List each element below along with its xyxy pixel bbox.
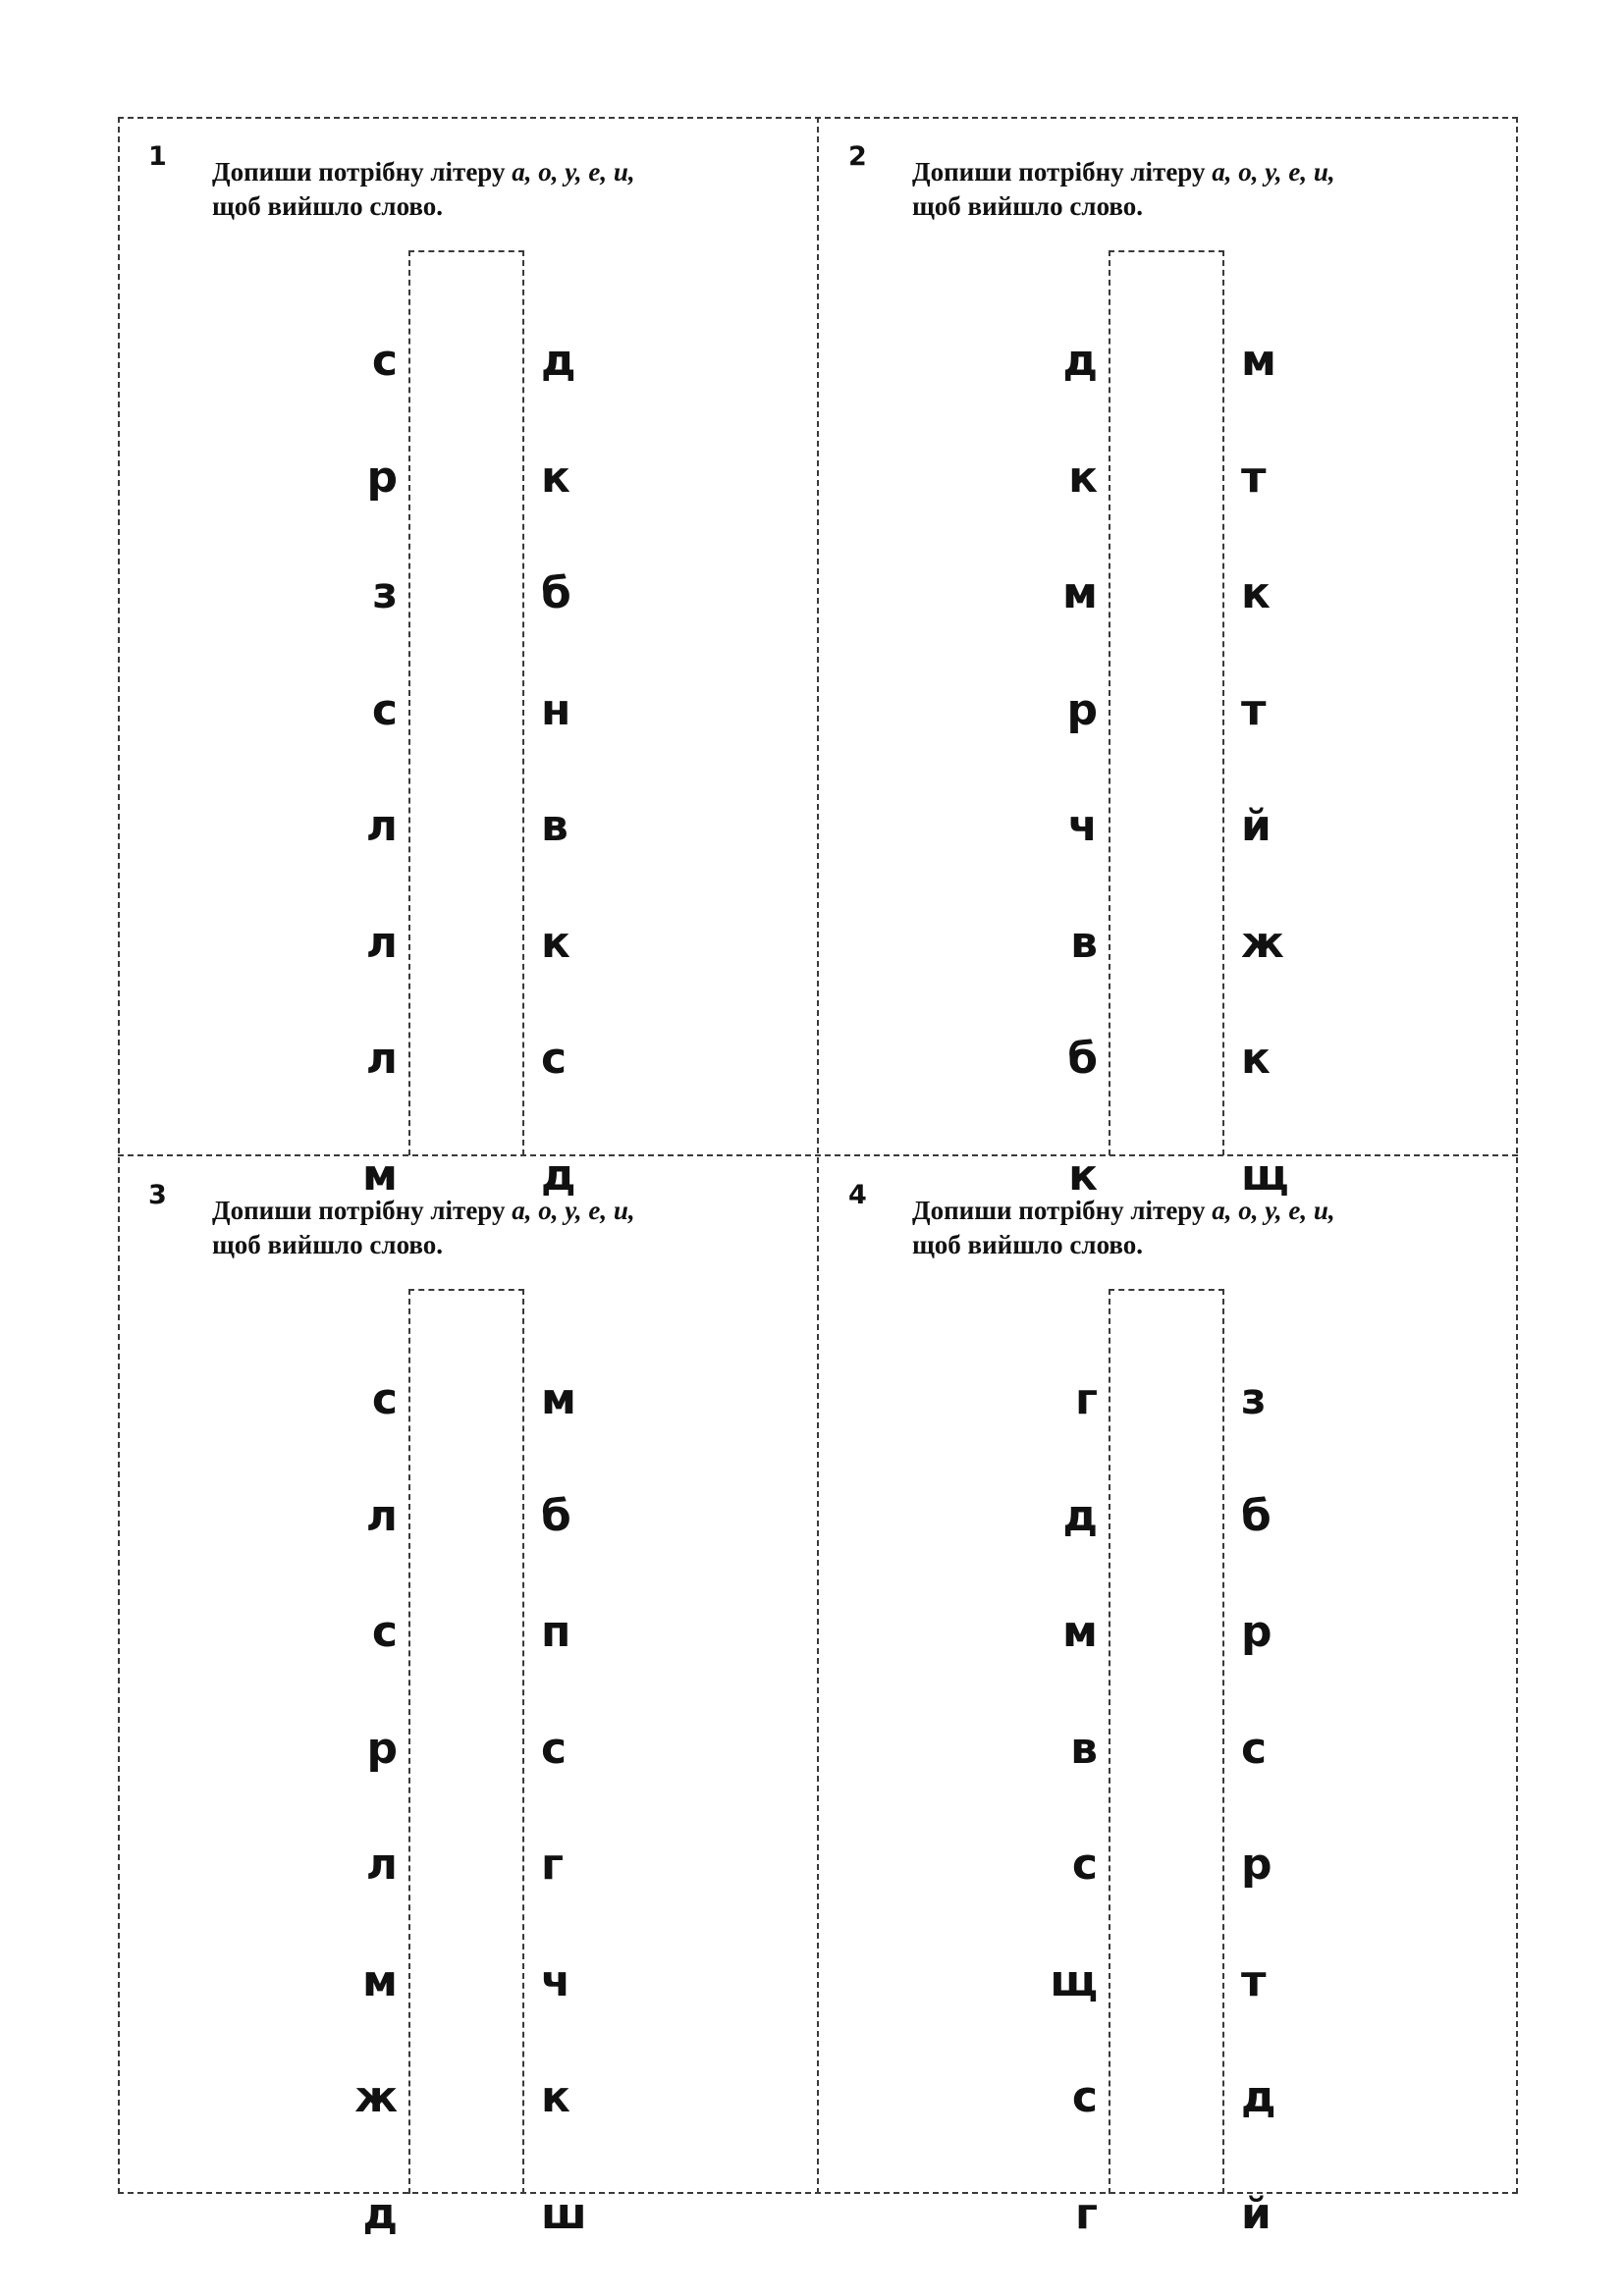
left-consonant: л — [365, 1034, 398, 1084]
left-consonant: д — [1062, 1490, 1098, 1541]
missing-vowel-blank[interactable] — [413, 914, 519, 973]
right-consonant: м — [1241, 336, 1276, 386]
word-row — [819, 1487, 1518, 1546]
task-number: 3 — [148, 1180, 167, 1210]
right-consonant: б — [1241, 1490, 1272, 1541]
instruction-text: Допиши потрібну літеру — [212, 157, 506, 187]
word-row — [119, 2068, 818, 2127]
left-consonant: д — [1062, 336, 1098, 386]
left-consonant: м — [362, 1955, 398, 2006]
missing-vowel-blank[interactable] — [1113, 1952, 1219, 2011]
task-card-2 — [819, 118, 1518, 1201]
word-row — [819, 1370, 1518, 1429]
right-consonant: й — [1241, 801, 1272, 851]
missing-vowel-blank[interactable] — [1113, 332, 1219, 391]
missing-vowel-blank[interactable] — [1113, 1836, 1219, 1895]
left-consonant: щ — [1050, 1955, 1098, 2006]
task-instruction — [212, 155, 801, 224]
left-consonant: с — [371, 1374, 398, 1424]
missing-vowel-blank[interactable] — [1113, 797, 1219, 856]
word-row — [119, 1603, 818, 1662]
word-row — [819, 1952, 1518, 2011]
right-consonant: й — [1241, 2188, 1272, 2239]
missing-vowel-blank[interactable] — [413, 332, 519, 391]
left-consonant: м — [1062, 1607, 1098, 1657]
missing-vowel-blank[interactable] — [413, 681, 519, 740]
instruction-vowels: а, о, у, е, и, — [1212, 157, 1335, 187]
instruction-vowels: а, о, у, е, и, — [512, 1196, 635, 1225]
left-consonant: р — [366, 1723, 398, 1774]
missing-vowel-blank[interactable] — [413, 1720, 519, 1779]
word-row — [119, 1836, 818, 1895]
word-row — [819, 681, 1518, 740]
right-consonant: з — [1241, 1374, 1267, 1424]
word-row — [819, 1030, 1518, 1089]
word-row — [119, 681, 818, 740]
left-consonant: с — [371, 336, 398, 386]
task-number: 1 — [148, 141, 167, 172]
right-consonant: д — [1241, 2072, 1276, 2122]
word-row — [119, 564, 818, 623]
right-consonant: т — [1241, 1955, 1267, 2006]
missing-vowel-blank[interactable] — [1113, 914, 1219, 973]
task-number: 4 — [848, 1180, 867, 1210]
missing-vowel-blank[interactable] — [1113, 449, 1219, 507]
right-consonant: г — [541, 1840, 564, 1890]
word-row — [119, 2185, 818, 2244]
left-consonant: к — [1068, 1149, 1098, 1201]
left-consonant: з — [372, 568, 398, 618]
instruction-line-2: щоб вийшло слово. — [912, 1230, 1144, 1259]
right-consonant: т — [1241, 684, 1267, 735]
instruction-line-2: щоб вийшло слово. — [212, 1230, 444, 1259]
right-consonant: с — [1241, 1723, 1268, 1774]
right-consonant: с — [541, 1723, 568, 1774]
left-consonant: л — [365, 801, 398, 851]
word-row — [819, 564, 1518, 623]
word-row — [119, 332, 818, 391]
right-consonant: к — [541, 917, 570, 968]
right-consonant: п — [541, 1607, 571, 1657]
instruction-line-2: щоб вийшло слово. — [912, 191, 1144, 221]
missing-vowel-blank[interactable] — [1113, 2185, 1219, 2244]
left-consonant: в — [1070, 917, 1098, 968]
right-consonant: т — [1241, 452, 1267, 503]
right-consonant: б — [541, 1490, 571, 1541]
task-instruction — [212, 1194, 801, 1262]
word-row — [119, 1720, 818, 1779]
word-row — [819, 1603, 1518, 1662]
instruction-text: Допиши потрібну літеру — [912, 1196, 1206, 1225]
missing-vowel-blank[interactable] — [1113, 1370, 1219, 1429]
missing-vowel-blank[interactable] — [413, 1487, 519, 1546]
task-instruction — [912, 155, 1501, 224]
missing-vowel-blank[interactable] — [1113, 681, 1219, 740]
right-consonant: д — [541, 1149, 576, 1201]
missing-vowel-blank[interactable] — [1113, 1487, 1219, 1546]
left-consonant: с — [371, 1607, 398, 1657]
task-card-1 — [119, 118, 818, 1201]
missing-vowel-blank[interactable] — [1113, 1030, 1219, 1089]
word-row — [819, 2068, 1518, 2127]
instruction-vowels: а, о, у, е, и, — [1212, 1196, 1335, 1225]
left-consonant: м — [1062, 568, 1098, 618]
word-row — [819, 332, 1518, 391]
right-consonant: к — [1241, 1034, 1271, 1084]
missing-vowel-blank[interactable] — [413, 1603, 519, 1662]
missing-vowel-blank[interactable] — [413, 1836, 519, 1895]
missing-vowel-blank[interactable] — [413, 449, 519, 507]
word-row — [119, 1370, 818, 1429]
left-consonant: г — [1075, 1374, 1098, 1424]
right-consonant: к — [1241, 568, 1271, 618]
right-consonant: ч — [541, 1955, 571, 2006]
left-consonant: к — [1068, 452, 1098, 503]
left-consonant: б — [1067, 1034, 1098, 1084]
instruction-vowels: а, о, у, е, и, — [512, 157, 635, 187]
left-consonant: в — [1070, 1723, 1098, 1774]
word-row — [119, 1952, 818, 2011]
task-card-3 — [119, 1156, 818, 2239]
right-consonant: к — [541, 2072, 570, 2122]
missing-vowel-blank[interactable] — [413, 2068, 519, 2127]
missing-vowel-blank[interactable] — [413, 2185, 519, 2244]
right-consonant: ш — [541, 2188, 587, 2239]
missing-vowel-blank[interactable] — [413, 797, 519, 856]
right-consonant: с — [541, 1034, 568, 1084]
instruction-text: Допиши потрібну літеру — [212, 1196, 506, 1225]
instruction-line-2: щоб вийшло слово. — [212, 191, 444, 221]
word-row — [119, 449, 818, 507]
left-consonant: с — [1071, 2072, 1098, 2122]
word-row — [119, 914, 818, 973]
instruction-text: Допиши потрібну літеру — [912, 157, 1206, 187]
right-consonant: н — [541, 684, 571, 735]
right-consonant: д — [541, 336, 576, 386]
missing-vowel-blank[interactable] — [1113, 2068, 1219, 2127]
left-consonant: л — [365, 917, 398, 968]
word-row — [819, 1720, 1518, 1779]
word-row — [119, 1487, 818, 1546]
missing-vowel-blank[interactable] — [413, 1030, 519, 1089]
right-consonant: р — [1241, 1840, 1272, 1890]
missing-vowel-blank[interactable] — [413, 1370, 519, 1429]
left-consonant: д — [362, 2188, 398, 2239]
left-consonant: м — [362, 1149, 398, 1201]
left-consonant: л — [365, 1840, 398, 1890]
missing-vowel-blank[interactable] — [1113, 564, 1219, 623]
right-consonant: в — [541, 801, 568, 851]
left-consonant: ж — [354, 2072, 398, 2122]
word-row — [819, 1836, 1518, 1895]
left-consonant: с — [1071, 1840, 1098, 1890]
word-row — [119, 1030, 818, 1089]
right-consonant: ж — [1241, 917, 1284, 968]
missing-vowel-blank[interactable] — [1113, 1720, 1219, 1779]
missing-vowel-blank[interactable] — [1113, 1603, 1219, 1662]
missing-vowel-blank[interactable] — [413, 564, 519, 623]
left-consonant: р — [1066, 684, 1098, 735]
word-row — [819, 449, 1518, 507]
word-row — [119, 797, 818, 856]
left-consonant: ч — [1067, 801, 1098, 851]
left-consonant: с — [371, 684, 398, 735]
right-consonant: щ — [1241, 1149, 1289, 1201]
right-consonant: р — [1241, 1607, 1272, 1657]
word-row — [819, 2185, 1518, 2244]
right-consonant: к — [541, 452, 570, 503]
missing-vowel-blank[interactable] — [413, 1952, 519, 2011]
left-consonant: л — [365, 1490, 398, 1541]
task-card-4 — [819, 1156, 1518, 2239]
left-consonant: г — [1075, 2188, 1098, 2239]
task-instruction — [912, 1194, 1501, 1262]
left-consonant: р — [366, 452, 398, 503]
word-row — [819, 797, 1518, 856]
right-consonant: м — [541, 1374, 576, 1424]
right-consonant: б — [541, 568, 571, 618]
task-number: 2 — [848, 141, 867, 172]
word-row — [819, 914, 1518, 973]
